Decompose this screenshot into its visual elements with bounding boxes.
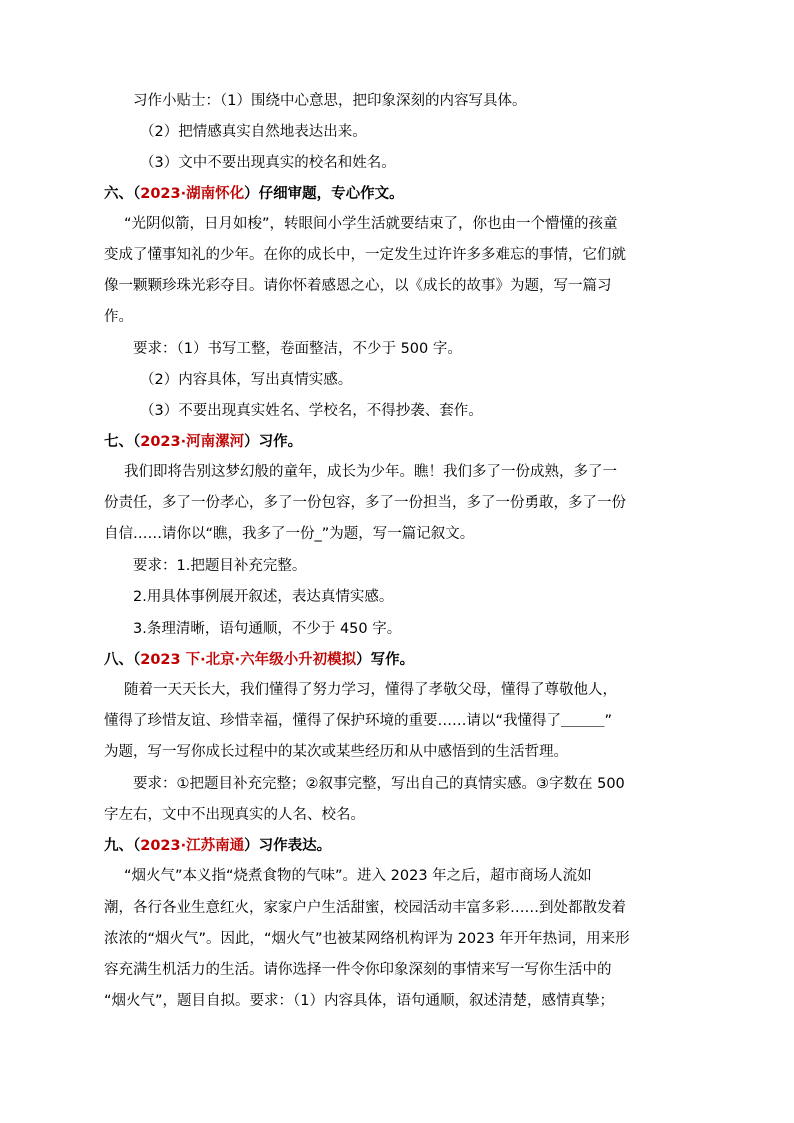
q7-para-1: 我们即将告别这梦幻般的童年，成长为少年。瞧！我们多了一份成熟，多了一 [124,464,617,480]
tips-line-1: 习作小贴士：（1）围绕中心意思，把印象深刻的内容写具体。 [133,93,527,109]
q9-heading [104,836,331,856]
q8-prefix: 八、（ [104,652,141,668]
q9-para-4: 容充满生机活力的生活。请你选择一件令你印象深刻的事情来写一写你生活中的 [104,962,612,978]
tips-line-3: （3）文中不要出现真实的校名和姓名。 [140,155,396,171]
q6-req-3: （3）不要出现真实姓名、学校名，不得抄袭、套作。 [140,403,483,419]
q6-req-2: （2）内容具体，写出真情实感。 [140,372,353,388]
q8-para-1: 随着一天天长大，我们懂得了努力学习，懂得了孝敬父母，懂得了尊敬他人， [124,682,617,698]
q9-suffix: ）习作表达。 [244,838,332,854]
q7-heading [104,432,302,452]
q8-req-2: 字左右，文中不出现真实的人名、校名。 [104,807,365,823]
q6-para-2: 变成了懂事知礼的少年。在你的成长中，一定发生过许许多多难忘的事情，它们就 [104,247,626,263]
q7-prefix: 七、（ [104,434,141,450]
q9-prefix: 九、（ [104,838,141,854]
q6-para-4: 作。 [104,309,133,325]
q6-suffix: ）仔细审题，专心作文。 [244,186,404,202]
q8-source: 2023 下·北京·六年级小升初模拟 [140,652,357,668]
q8-suffix: ）写作。 [356,652,415,668]
q8-para-3: 为题，写一写你成长过程中的某次或某些经历和从中感悟到的生活哲理。 [104,744,568,760]
q6-prefix: 六、（ [104,186,141,202]
q8-para-2: 懂得了珍惜友谊、珍惜幸福，懂得了保护环境的重要……请以“我懂得了＿＿＿” [104,713,613,729]
q9-para-1: “烟火气”本义指“烧煮食物的气味”。进入 2023 年之后，超市商场人流如 [124,868,592,884]
q8-req-1: 要求：①把题目补充完整；②叙事完整，写出自己的真情实感。③字数在 500 [133,776,625,792]
q9-para-3: 浓浓的“烟火气”。因此，“烟火气”也被某网络机构评为 2023 年开年热词，用来形 [104,931,630,947]
q6-heading [104,184,404,204]
q6-para-1: “光阴似箭，日月如梭”，转眼间小学生活就要结束了，你也由一个懵懂的孩童 [124,216,618,232]
q7-para-2: 份责任，多了一份孝心，多了一份包容，多了一份担当，多了一份勇敢，多了一份 [104,495,626,511]
q7-suffix: ）习作。 [244,434,303,450]
q9-para-5: “烟火气”，题目自拟。要求：（1）内容具体，语句通顺，叙述清楚，感情真挚； [104,993,614,1009]
q7-req-3: 3.条理清晰，语句通顺，不少于 450 字。 [133,621,402,637]
tips-line-2: （2）把情感真实自然地表达出来。 [140,124,367,140]
q9-para-2: 潮，各行各业生意红火，家家户户生活甜蜜，校园活动丰富多彩……到处都散发着 [104,900,626,916]
q6-source: 2023·湖南怀化 [140,186,245,202]
q6-para-3: 像一颗颗珍珠光彩夺目。请你怀着感恩之心，以《成长的故事》为题，写一篇习 [104,278,612,294]
q8-heading [104,650,414,670]
q7-req-1: 要求：1.把题目补充完整。 [133,558,307,574]
q7-req-2: 2.用具体事例展开叙述，表达真情实感。 [133,589,394,605]
q7-para-3: 自信……请你以“瞧，我多了一份_”为题，写一篇记叙文。 [104,526,475,542]
q9-source: 2023·江苏南通 [140,838,245,854]
q6-req-1: 要求：（1）书写工整，卷面整洁，不少于 500 字。 [133,341,462,357]
q7-source: 2023·河南漯河 [140,434,245,450]
